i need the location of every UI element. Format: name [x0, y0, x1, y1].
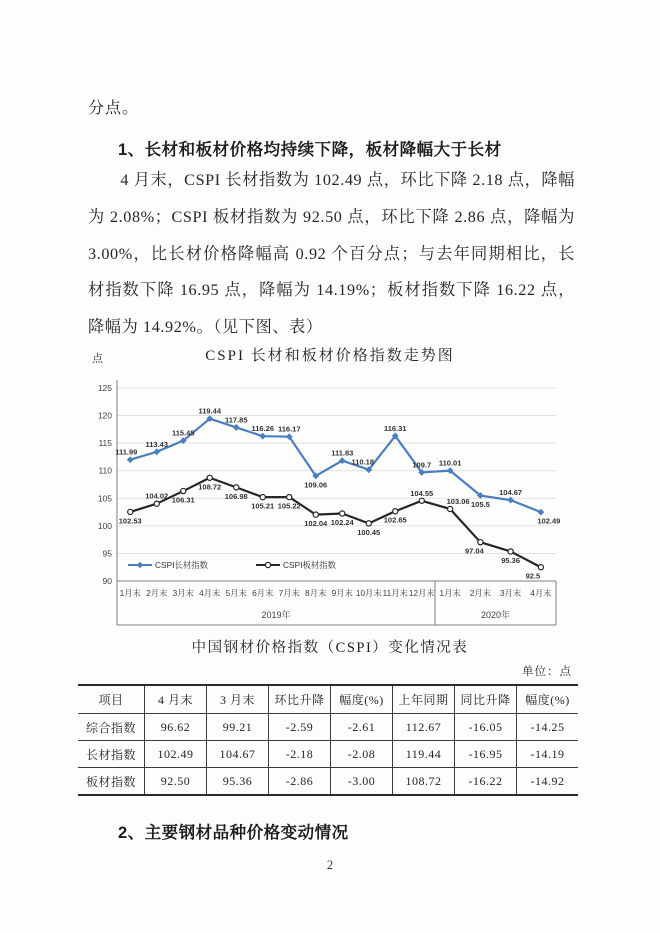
data-marker	[507, 497, 514, 504]
table-cell: -2.08	[331, 741, 393, 768]
data-label: 100.45	[357, 527, 381, 537]
y-tick-label: 105	[97, 493, 112, 504]
data-label: 103.06	[446, 496, 470, 506]
data-label: 108.72	[198, 482, 222, 492]
data-marker	[234, 485, 239, 490]
x-tick-label: 7月末	[278, 588, 300, 598]
table-row	[78, 741, 578, 768]
x-tick-label: 12月末	[408, 588, 435, 598]
data-label: 95.36	[501, 555, 521, 565]
legend-label-flat: CSPI板材指数	[283, 560, 337, 570]
y-tick-label: 125	[97, 383, 112, 393]
leading-paragraph-text: 分点。	[88, 100, 140, 117]
table-cell: -2.61	[331, 714, 393, 741]
y-tick-label: 95	[102, 548, 112, 559]
data-marker	[287, 494, 292, 499]
data-marker	[313, 512, 318, 517]
section-heading-2: 2、主要钢材品种价格变动情况	[118, 824, 349, 842]
table-cell: -14.92	[517, 768, 579, 796]
x-tick-label: 5月末	[225, 588, 247, 598]
x-tick-label: 6月末	[252, 588, 274, 598]
x-tick-label: 3月末	[500, 588, 522, 598]
table-cell: 长材指数	[78, 741, 145, 768]
table-cell: 99.21	[207, 714, 269, 741]
data-label: 97.04	[464, 546, 484, 556]
data-label: 104.67	[499, 488, 523, 498]
data-marker	[207, 475, 212, 480]
data-marker	[478, 540, 483, 545]
data-marker	[537, 509, 544, 516]
price-index-chart	[88, 372, 568, 628]
table-cell: -16.05	[455, 714, 517, 741]
data-label: 113.43	[145, 439, 169, 449]
table-cell: -14.19	[517, 741, 579, 768]
data-label: 104.02	[145, 491, 169, 501]
data-label: 102.04	[304, 519, 328, 529]
section-heading-1: 1、长材和板材价格均持续下降，板材降幅大于长材	[118, 141, 502, 159]
table-cell: 95.36	[207, 768, 269, 796]
x-tick-label: 2月末	[469, 588, 491, 598]
table-cell: -3.00	[331, 768, 393, 796]
data-label: 115.45	[171, 428, 195, 438]
data-label: 111.83	[331, 448, 354, 458]
y-tick-label: 100	[97, 520, 112, 531]
data-label: 119.44	[198, 406, 222, 416]
table-cell: 112.67	[393, 714, 455, 741]
table-unit-note: 单位：点	[522, 666, 572, 678]
x-tick-label: 10月末	[355, 588, 382, 598]
data-label: 111.99	[115, 447, 138, 457]
x-tick-label: 3月末	[172, 588, 194, 598]
x-tick-label: 1月末	[119, 588, 141, 598]
data-label: 106.31	[171, 495, 195, 505]
table-cell: -2.18	[269, 741, 331, 768]
x-tick-label: 4月末	[530, 588, 552, 598]
table-cell: -16.95	[455, 741, 517, 768]
chart-title: CSPI 长材和板材价格指数走势图	[205, 348, 455, 364]
data-marker	[259, 433, 266, 440]
data-label: 105.21	[251, 501, 275, 511]
table-header-cell: 幅度(%)	[517, 685, 579, 714]
table-header-cell: 项目	[78, 685, 145, 714]
table-cell: -2.59	[269, 714, 331, 741]
table-row	[78, 714, 578, 741]
y-tick-label: 90	[102, 576, 112, 586]
y-tick-label: 120	[97, 410, 112, 421]
table-header-cell: 环比升降	[269, 685, 331, 714]
x-tick-label: 4月末	[199, 588, 221, 598]
data-label: 110.18	[351, 457, 375, 467]
x-tick-label: 9月末	[331, 588, 353, 598]
data-label: 105.22	[277, 501, 301, 511]
chart-unit-label: 点	[92, 353, 103, 365]
table-cell: -16.22	[455, 768, 517, 796]
data-marker	[181, 488, 186, 493]
data-marker	[419, 498, 424, 503]
chart-svg	[88, 372, 568, 628]
data-marker	[154, 501, 159, 506]
data-label: 102.24	[330, 518, 354, 528]
table-cell: 综合指数	[78, 714, 145, 741]
data-label: 92.5	[525, 571, 541, 581]
data-marker	[127, 456, 134, 463]
data-marker	[260, 495, 265, 500]
data-label: 117.85	[224, 415, 248, 425]
x-tick-label: 11月末	[382, 588, 408, 598]
table-cell: 108.72	[393, 768, 455, 796]
table-header-cell: 同比升降	[455, 685, 517, 714]
y-tick-label: 115	[98, 438, 112, 449]
table-body	[78, 714, 578, 796]
data-marker	[508, 549, 513, 554]
body-paragraph: 4 月末，CSPI 长材指数为 102.49 点，环比下降 2.18 点，降幅为 2.08%；CSPI 板材指数为 92.50 点，环比下降 2.86 点，降幅为 3.00%，比长材价格降幅高 0.92 个百分点；与去年同期相比，长材指数下降 16.95 点，降幅为 14.19%；板材指数下降 16.22 点，降幅为 14.92%。（见下图、表）	[88, 171, 575, 337]
x-tick-label: 2月末	[146, 588, 168, 598]
table-cell: 102.49	[145, 741, 207, 768]
legend-label-long: CSPI长材指数	[155, 560, 209, 570]
data-label: 106.98	[224, 491, 248, 501]
table-header-row	[78, 685, 578, 714]
x-tick-label: 1月末	[439, 588, 461, 598]
legend-marker-flat	[265, 562, 270, 567]
data-label: 116.31	[383, 423, 407, 433]
table-header-cell: 上年同期	[393, 685, 455, 714]
data-marker	[340, 511, 345, 516]
data-label: 102.49	[537, 516, 561, 526]
data-label: 110.01	[438, 458, 462, 468]
data-marker	[128, 509, 133, 514]
x-tick-label: 8月末	[305, 588, 327, 598]
table-cell: 92.50	[145, 768, 207, 796]
table-row	[78, 768, 578, 796]
data-label: 102.53	[118, 516, 142, 526]
data-marker	[366, 521, 371, 526]
table-header-cell: 3 月末	[207, 685, 269, 714]
page-number: 2	[326, 858, 334, 872]
data-marker	[233, 424, 240, 431]
data-label: 116.26	[251, 424, 275, 434]
table-header-cell: 4 月末	[145, 685, 207, 714]
table-cell: 104.67	[207, 741, 269, 768]
data-label: 104.55	[410, 488, 434, 498]
data-marker	[153, 448, 160, 455]
data-label: 105.5	[470, 500, 490, 510]
year-label: 2020年	[480, 610, 511, 620]
table-cell: 96.62	[145, 714, 207, 741]
table-header-cell: 幅度(%)	[331, 685, 393, 714]
data-marker	[448, 506, 453, 511]
legend-marker-long	[137, 562, 143, 568]
data-label: 109.06	[304, 480, 328, 490]
table-cell: -14.25	[517, 714, 579, 741]
year-label: 2019年	[261, 610, 291, 620]
y-tick-label: 110	[98, 465, 112, 476]
data-label: 116.17	[277, 424, 301, 434]
table-header	[78, 685, 578, 714]
table-cell: 119.44	[393, 741, 455, 768]
data-label: 102.65	[383, 515, 407, 525]
table-title: 中国钢材价格指数（CSPI）变化情况表	[191, 640, 469, 656]
data-marker	[393, 509, 398, 514]
cspi-change-table	[78, 684, 578, 796]
data-label: 109.7	[412, 460, 432, 470]
table-cell: 板材指数	[78, 768, 145, 796]
table-cell: -2.86	[269, 768, 331, 796]
data-marker	[538, 565, 543, 570]
